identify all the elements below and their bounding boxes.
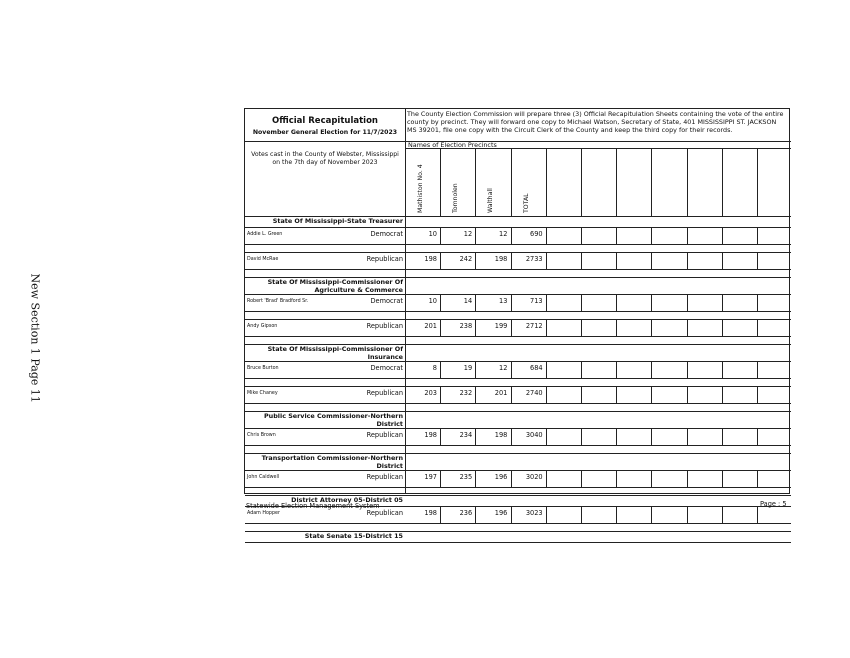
cell-divider bbox=[722, 227, 723, 244]
cell-divider bbox=[687, 506, 688, 523]
candidate-row-divider bbox=[245, 523, 791, 524]
cell-divider bbox=[687, 319, 688, 336]
cell-divider bbox=[475, 294, 476, 311]
header-title-block bbox=[245, 109, 406, 141]
cell-divider bbox=[616, 428, 617, 445]
cell-divider bbox=[475, 506, 476, 523]
vote-count: 232 bbox=[459, 389, 473, 397]
side-page-label: New Section 1 Page 11 bbox=[28, 273, 42, 403]
cell-divider bbox=[687, 227, 688, 244]
cell-divider bbox=[757, 252, 758, 269]
cell-divider bbox=[757, 319, 758, 336]
candidate-party: Democrat bbox=[370, 230, 403, 238]
candidate-row-divider bbox=[245, 487, 791, 488]
cell-divider bbox=[440, 428, 441, 445]
cell-divider bbox=[440, 361, 441, 378]
header-col-divider bbox=[581, 148, 582, 216]
vote-count: 3023 bbox=[525, 509, 543, 517]
vote-count: 12 bbox=[499, 230, 508, 238]
cell-divider bbox=[581, 319, 582, 336]
vote-count: 10 bbox=[428, 230, 437, 238]
cell-divider bbox=[475, 319, 476, 336]
cell-divider bbox=[651, 506, 652, 523]
vote-count: 242 bbox=[459, 255, 473, 263]
cell-divider bbox=[511, 470, 512, 487]
vote-count: 713 bbox=[530, 297, 543, 305]
header-col-divider bbox=[511, 148, 512, 216]
cell-divider bbox=[581, 227, 582, 244]
vote-count: 3040 bbox=[525, 431, 543, 439]
candidate-name: Chris Brown bbox=[247, 433, 276, 438]
vote-count: 198 bbox=[494, 255, 508, 263]
cell-divider bbox=[722, 506, 723, 523]
candidate-row-divider bbox=[245, 386, 791, 387]
column-header: Walthall bbox=[487, 188, 495, 213]
cell-divider bbox=[546, 361, 547, 378]
cell-divider bbox=[757, 227, 758, 244]
vote-count: 198 bbox=[424, 431, 437, 439]
candidate-row-divider bbox=[245, 319, 791, 320]
candidate-name: John Caldwell bbox=[247, 475, 280, 480]
cell-divider bbox=[475, 227, 476, 244]
header-col-divider bbox=[687, 148, 688, 216]
candidate-row-divider bbox=[245, 336, 791, 337]
candidate-party: Republican bbox=[366, 389, 403, 397]
race-divider bbox=[245, 227, 791, 228]
cell-divider bbox=[475, 361, 476, 378]
column-header: TOTAL bbox=[522, 193, 530, 213]
candidate-name: David McRae bbox=[247, 257, 279, 262]
candidate-party: Republican bbox=[366, 473, 403, 481]
vote-count: 201 bbox=[494, 389, 508, 397]
vote-count: 198 bbox=[424, 255, 437, 263]
cell-divider bbox=[687, 294, 688, 311]
cell-divider bbox=[616, 386, 617, 403]
left-column-divider bbox=[405, 109, 406, 493]
header-col-divider bbox=[440, 148, 441, 216]
cell-divider bbox=[581, 294, 582, 311]
cell-divider bbox=[687, 428, 688, 445]
vote-count: 201 bbox=[424, 322, 437, 330]
race-divider bbox=[245, 294, 791, 295]
header-col-divider bbox=[757, 148, 758, 216]
cell-divider bbox=[511, 227, 512, 244]
cell-divider bbox=[475, 470, 476, 487]
precincts-divider bbox=[405, 148, 791, 149]
cell-divider bbox=[616, 506, 617, 523]
cell-divider bbox=[722, 294, 723, 311]
cell-divider bbox=[475, 252, 476, 269]
vote-count: 2712 bbox=[525, 322, 543, 330]
candidate-party: Republican bbox=[366, 509, 403, 517]
cell-divider bbox=[581, 386, 582, 403]
cell-divider bbox=[616, 227, 617, 244]
page-title: Official Recapitulation bbox=[272, 116, 378, 126]
cell-divider bbox=[511, 428, 512, 445]
candidate-name: Adam Hopper bbox=[247, 511, 280, 516]
cell-divider bbox=[722, 428, 723, 445]
candidate-name: Andy Gipson bbox=[247, 324, 278, 329]
cell-divider bbox=[511, 252, 512, 269]
cell-divider bbox=[616, 294, 617, 311]
race-divider bbox=[245, 542, 791, 543]
cell-divider bbox=[616, 319, 617, 336]
vote-count: 238 bbox=[459, 322, 473, 330]
vote-count: 690 bbox=[530, 230, 543, 238]
cell-divider bbox=[581, 470, 582, 487]
vote-count: 12 bbox=[463, 230, 473, 238]
candidate-party: Democrat bbox=[370, 364, 403, 372]
cell-divider bbox=[651, 294, 652, 311]
race-title: State Of Mississippi-Commissioner Of Insurance bbox=[267, 345, 403, 361]
header-col-divider bbox=[651, 148, 652, 216]
cell-divider bbox=[475, 386, 476, 403]
cell-divider bbox=[475, 428, 476, 445]
race-divider bbox=[245, 428, 791, 429]
cell-divider bbox=[616, 252, 617, 269]
race-title: Public Service Commissioner-Northern District bbox=[264, 412, 403, 428]
cell-divider bbox=[440, 227, 441, 244]
cell-divider bbox=[687, 470, 688, 487]
cell-divider bbox=[511, 294, 512, 311]
column-header: Mathiston No. 4 bbox=[417, 164, 424, 213]
race-title: State Of Mississippi-State Treasurer bbox=[272, 217, 403, 225]
vote-count: 8 bbox=[432, 364, 437, 372]
candidate-row-divider bbox=[245, 445, 791, 446]
cell-divider bbox=[722, 319, 723, 336]
vote-count: 196 bbox=[494, 473, 508, 481]
vote-count: 203 bbox=[424, 389, 437, 397]
vote-count: 235 bbox=[459, 473, 473, 481]
cell-divider bbox=[546, 428, 547, 445]
vote-count: 3020 bbox=[525, 473, 543, 481]
race-title: District Attorney 05-District 05 bbox=[291, 496, 403, 504]
cell-divider bbox=[651, 470, 652, 487]
candidate-party: Republican bbox=[366, 255, 403, 263]
cell-divider bbox=[546, 386, 547, 403]
candidate-party: Republican bbox=[366, 322, 403, 330]
footer-page-number: Page : 5 bbox=[760, 500, 787, 508]
vote-count: 196 bbox=[494, 509, 508, 517]
header-col-divider bbox=[475, 148, 476, 216]
votes-cast-label: Votes cast in the County of Webster, Mississippi on the 7th day of November 2023 bbox=[251, 151, 399, 166]
vote-count: 197 bbox=[424, 473, 437, 481]
vote-count: 198 bbox=[424, 509, 437, 517]
cell-divider bbox=[440, 506, 441, 523]
vote-count: 14 bbox=[463, 297, 473, 305]
cell-divider bbox=[757, 470, 758, 487]
candidate-row-divider bbox=[245, 244, 791, 245]
vote-count: 236 bbox=[459, 509, 473, 517]
cell-divider bbox=[546, 319, 547, 336]
election-subtitle: November General Election for 11/7/2023 bbox=[252, 129, 398, 136]
header-col-divider bbox=[722, 148, 723, 216]
cell-divider bbox=[440, 470, 441, 487]
race-divider bbox=[245, 470, 791, 471]
precincts-label: Names of Election Precincts bbox=[408, 141, 497, 149]
cell-divider bbox=[440, 294, 441, 311]
cell-divider bbox=[651, 252, 652, 269]
candidate-row-divider bbox=[245, 403, 791, 404]
vote-count: 19 bbox=[463, 364, 473, 372]
cell-divider bbox=[440, 252, 441, 269]
cell-divider bbox=[651, 428, 652, 445]
vote-count: 199 bbox=[494, 322, 508, 330]
candidate-name: Robert 'Brad' Bradford Sr. bbox=[247, 299, 309, 304]
cell-divider bbox=[687, 386, 688, 403]
cell-divider bbox=[757, 386, 758, 403]
cell-divider bbox=[440, 319, 441, 336]
cell-divider bbox=[440, 386, 441, 403]
header-col-divider bbox=[546, 148, 547, 216]
cell-divider bbox=[616, 470, 617, 487]
column-header: Tomnolen bbox=[452, 183, 460, 213]
cell-divider bbox=[757, 361, 758, 378]
cell-divider bbox=[616, 361, 617, 378]
cell-divider bbox=[722, 470, 723, 487]
cell-divider bbox=[511, 386, 512, 403]
race-divider bbox=[245, 361, 791, 362]
cell-divider bbox=[757, 294, 758, 311]
header-divider bbox=[245, 141, 791, 142]
cell-divider bbox=[511, 319, 512, 336]
header-col-divider bbox=[616, 148, 617, 216]
candidate-party: Democrat bbox=[370, 297, 403, 305]
vote-count: 10 bbox=[428, 297, 437, 305]
candidate-row-divider bbox=[245, 311, 791, 312]
race-title: Transportation Commissioner-Northern District bbox=[261, 454, 403, 470]
candidate-name: Bruce Burton bbox=[247, 366, 279, 371]
cell-divider bbox=[722, 252, 723, 269]
cell-divider bbox=[581, 428, 582, 445]
vote-count: 12 bbox=[499, 364, 508, 372]
candidate-name: Mike Chaney bbox=[247, 391, 278, 396]
cell-divider bbox=[651, 227, 652, 244]
cell-divider bbox=[687, 252, 688, 269]
cell-divider bbox=[546, 294, 547, 311]
cell-divider bbox=[757, 428, 758, 445]
cell-divider bbox=[581, 506, 582, 523]
vote-count: 13 bbox=[499, 297, 508, 305]
cell-divider bbox=[581, 252, 582, 269]
vote-count: 2733 bbox=[525, 255, 543, 263]
cell-divider bbox=[722, 361, 723, 378]
cell-divider bbox=[546, 252, 547, 269]
vote-count: 684 bbox=[530, 364, 543, 372]
race-title: State Of Mississippi-Commissioner Of Agriculture & Commerce bbox=[267, 278, 403, 294]
candidate-party: Republican bbox=[366, 431, 403, 439]
candidate-row-divider bbox=[245, 269, 791, 270]
cell-divider bbox=[757, 506, 758, 523]
cell-divider bbox=[511, 506, 512, 523]
race-title: State Senate 15-District 15 bbox=[304, 532, 403, 540]
cell-divider bbox=[722, 386, 723, 403]
cell-divider bbox=[546, 506, 547, 523]
cell-divider bbox=[546, 227, 547, 244]
cell-divider bbox=[511, 361, 512, 378]
cell-divider bbox=[687, 361, 688, 378]
candidate-name: Addie L. Green bbox=[247, 232, 283, 237]
vote-count: 198 bbox=[494, 431, 508, 439]
footer-system-name: Statewide Election Management System bbox=[246, 502, 380, 510]
candidate-row-divider bbox=[245, 252, 791, 253]
candidate-row-divider bbox=[245, 378, 791, 379]
cell-divider bbox=[651, 319, 652, 336]
cell-divider bbox=[581, 361, 582, 378]
vote-count: 2740 bbox=[525, 389, 543, 397]
cell-divider bbox=[651, 361, 652, 378]
vote-count: 234 bbox=[459, 431, 473, 439]
instructions-notice: The County Election Commission will prepare three (3) Official Recapitulation Sheets containing the vote of the entire county by precinct. They will forward one copy to Michael Watson, Secretary of State, 401 MISSISSIPPI ST. JACKSON MS 39201, file one copy with the Circuit Clerk of the County and keep the third copy for their records. bbox=[407, 110, 784, 134]
cell-divider bbox=[651, 386, 652, 403]
cell-divider bbox=[546, 470, 547, 487]
